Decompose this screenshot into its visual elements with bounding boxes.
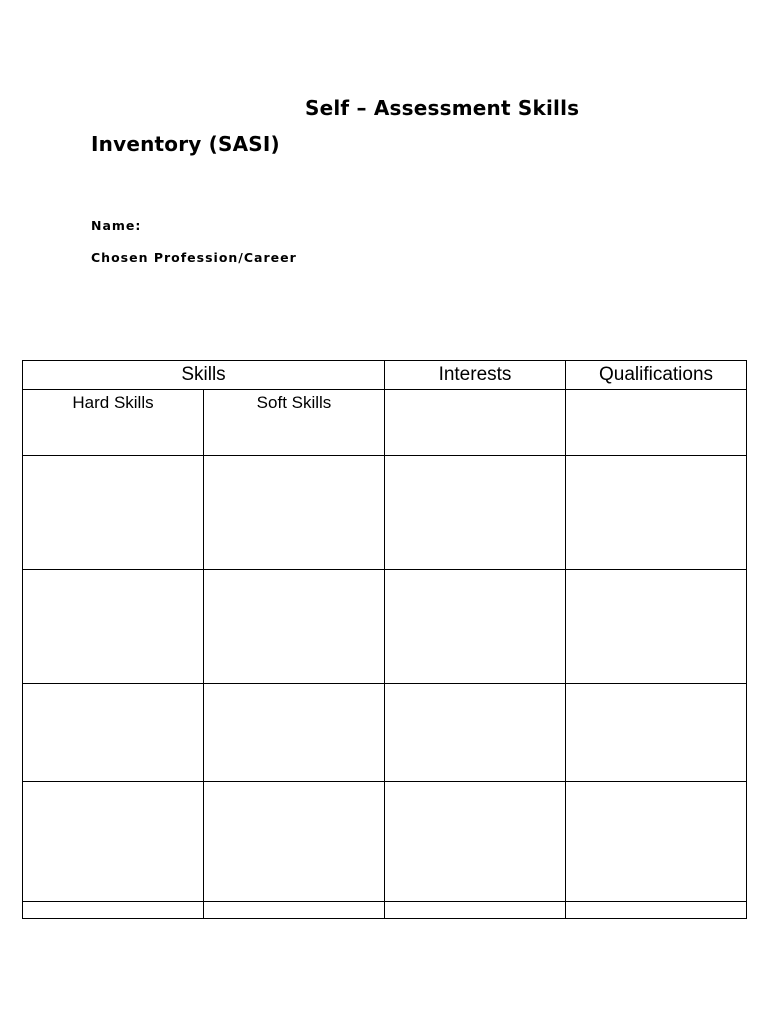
hard-skills-entry-cell[interactable] xyxy=(23,782,204,902)
table-header-row xyxy=(23,361,747,390)
interests-header: Interests xyxy=(385,361,566,390)
qualifications-entry-cell[interactable] xyxy=(566,902,747,919)
soft-skills-cell[interactable] xyxy=(204,390,385,456)
hard-skills-label: Hard Skills xyxy=(72,393,154,412)
skills-inventory-table xyxy=(22,360,747,919)
table-row xyxy=(23,782,747,902)
interests-entry-cell[interactable] xyxy=(385,456,566,570)
hard-skills-entry-cell[interactable] xyxy=(23,570,204,684)
table-row xyxy=(23,902,747,919)
hard-skills-entry-cell[interactable] xyxy=(23,456,204,570)
soft-skills-entry-cell[interactable] xyxy=(204,902,385,919)
soft-skills-entry-cell[interactable] xyxy=(204,456,385,570)
document-title-line-1: Self – Assessment Skills xyxy=(305,96,580,120)
interests-entry-cell[interactable] xyxy=(385,684,566,782)
qualifications-cell[interactable] xyxy=(566,390,747,456)
interests-entry-cell[interactable] xyxy=(385,902,566,919)
document-title-line-2: Inventory (SASI) xyxy=(91,132,280,156)
soft-skills-entry-cell[interactable] xyxy=(204,782,385,902)
soft-skills-entry-cell[interactable] xyxy=(204,570,385,684)
soft-skills-entry-cell[interactable] xyxy=(204,684,385,782)
table-row xyxy=(23,684,747,782)
table-subheader-row xyxy=(23,390,747,456)
hard-skills-entry-cell[interactable] xyxy=(23,902,204,919)
table-row xyxy=(23,456,747,570)
qualifications-header: Qualifications xyxy=(566,361,747,390)
qualifications-entry-cell[interactable] xyxy=(566,684,747,782)
interests-entry-cell[interactable] xyxy=(385,570,566,684)
soft-skills-label: Soft Skills xyxy=(256,393,332,412)
hard-skills-cell[interactable] xyxy=(23,390,204,456)
hard-skills-entry-cell[interactable] xyxy=(23,684,204,782)
qualifications-entry-cell[interactable] xyxy=(566,782,747,902)
name-label: Name: xyxy=(91,218,142,233)
skills-header: Skills xyxy=(23,361,385,390)
interests-cell[interactable] xyxy=(385,390,566,456)
interests-entry-cell[interactable] xyxy=(385,782,566,902)
qualifications-entry-cell[interactable] xyxy=(566,456,747,570)
chosen-profession-label: Chosen Profession/Career xyxy=(91,250,297,265)
table-row xyxy=(23,570,747,684)
qualifications-entry-cell[interactable] xyxy=(566,570,747,684)
